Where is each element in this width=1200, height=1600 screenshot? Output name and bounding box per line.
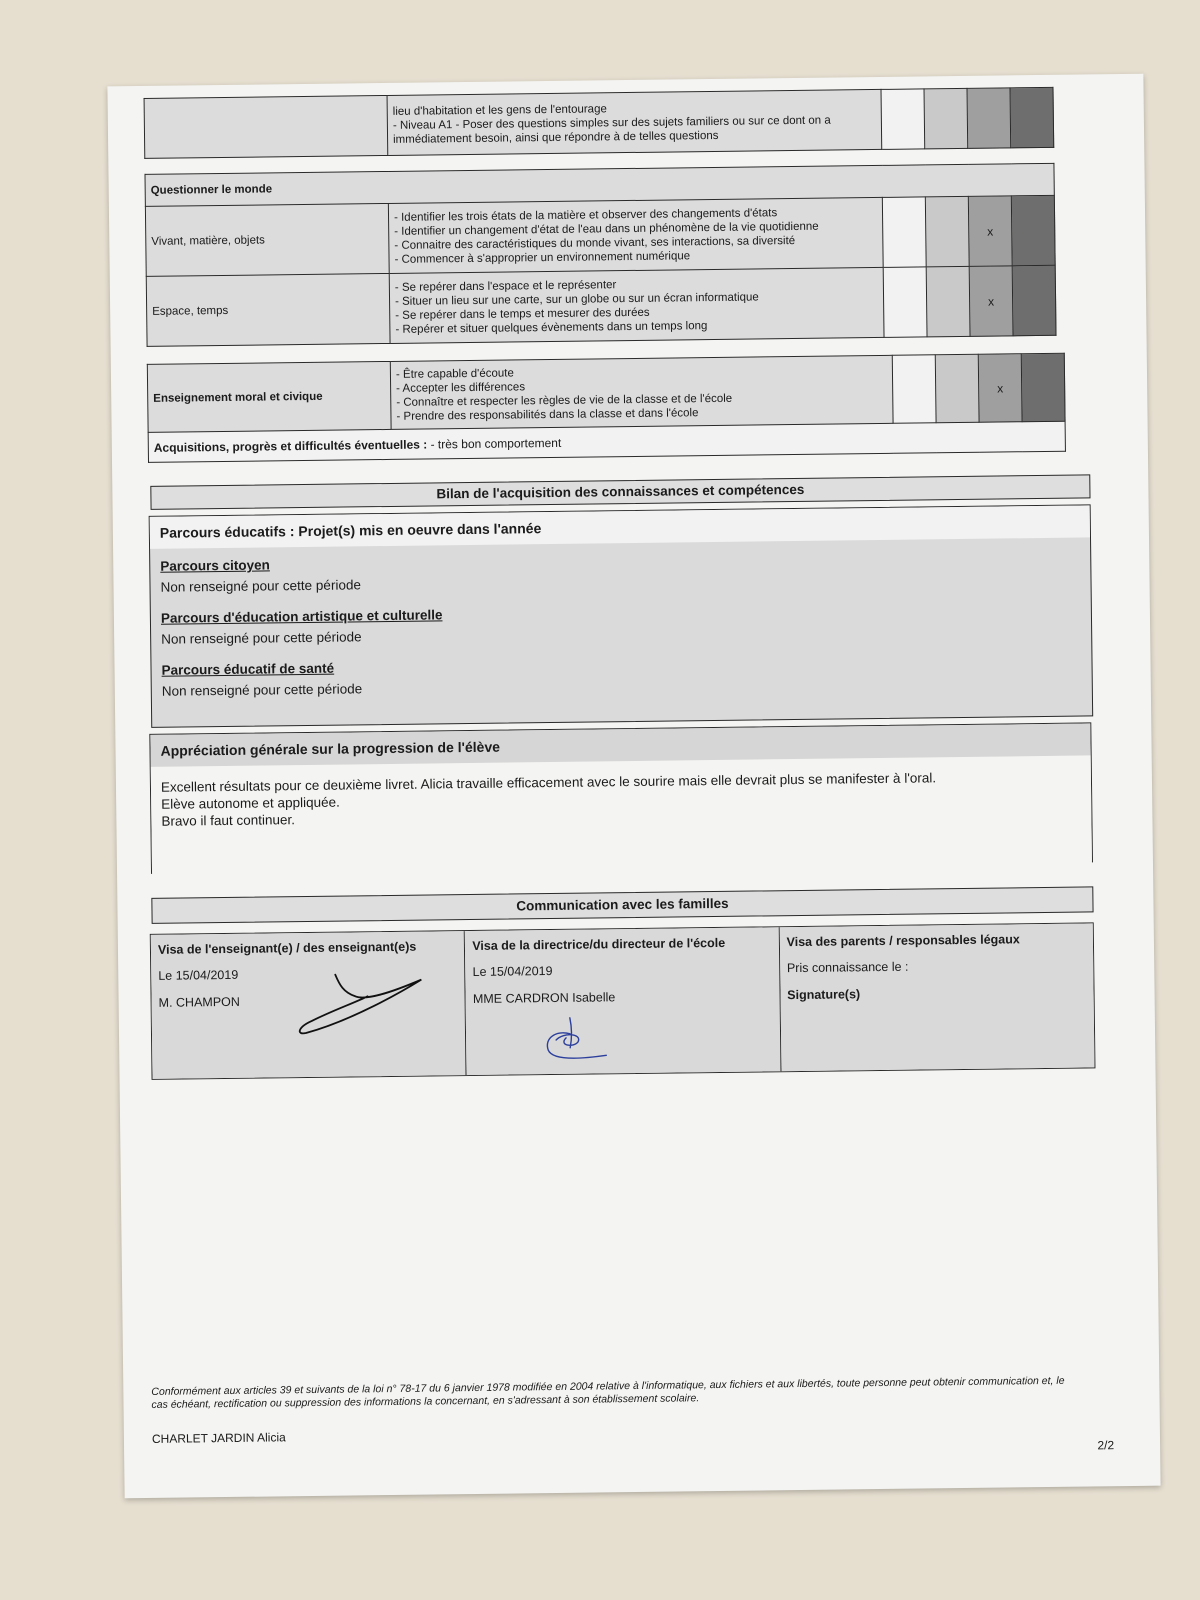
domain-emc: Enseignement moral et civique <box>147 361 391 432</box>
visa-director-date: Le 15/04/2019 <box>472 964 553 979</box>
desc-espace: - Se repérer dans l'espace et le représenter - Situer un lieu sur une carte, sur un globe ou sur un écran informatique - Se repérer dans le temps et mesurer des durées - Repérer et situer quelques évènements dans un temps long <box>389 267 884 343</box>
appreciation-text: Excellent résultats pour ce deuxième livret. Alicia travaille efficacement avec le sourire mais elle devrait plus se manifester à l'oral. Elève autonome et appliquée. Bravo il faut continuer. <box>151 755 1092 876</box>
director-signature <box>536 1007 617 1068</box>
visa-teacher-name: M. CHAMPON <box>158 994 240 1010</box>
desc-emc: - Être capable d'écoute - Accepter les différences - Connaître et respecter les règles de vie de la classe et de l'école - Prendre des responsabilités dans la classe et dans l'école <box>390 355 893 429</box>
visa-teacher-date: Le 15/04/2019 <box>158 967 239 983</box>
parcours-artistique-value: Non renseigné pour cette période <box>161 629 362 647</box>
appreciation-title: Appréciation générale sur la progression de l'élève <box>150 723 1090 766</box>
domain-vivant: Vivant, matière, objets <box>145 203 389 276</box>
langues-table <box>144 87 1055 159</box>
visa-parents-line1: Pris connaissance le : <box>786 959 909 976</box>
bilan-title: Bilan de l'acquisition des connaissances et compétences <box>150 474 1090 509</box>
visa-parents <box>779 923 1094 1071</box>
parcours-title: Parcours éducatifs : Projet(s) mis en oeuvre dans l'année <box>150 505 1090 548</box>
emc-table <box>147 353 1066 463</box>
level-1-cell <box>881 89 925 150</box>
langues-domain-cell <box>144 95 388 158</box>
acquisitions-value: - très bon comportement <box>427 435 562 452</box>
parcours-sante-heading: Parcours éducatif de santé <box>161 660 335 678</box>
teacher-signature <box>291 969 432 1041</box>
visa-director-name: MME CARDRON Isabelle <box>472 990 616 1006</box>
page-number: 2/2 <box>1097 1438 1115 1453</box>
level-4-cell <box>1010 87 1054 148</box>
report-page <box>107 74 1160 1499</box>
communication-title: Communication avec les familles <box>151 886 1093 924</box>
visa-section <box>150 922 1096 1080</box>
visa-director-title: Visa de la directrice/du directeur de l'école <box>472 935 726 953</box>
table-row <box>146 265 1056 346</box>
langues-desc: lieu d'habitation et les gens de l'entourage - Niveau A1 - Poser des questions simples sur des sujets familiers ou sur ce dont on a immédiatement besoin, ainsi que répondre à de telles questions <box>387 89 882 155</box>
parcours-sante-value: Non renseigné pour cette période <box>161 681 363 699</box>
mark-vivant: x <box>968 196 1012 267</box>
mark-emc: x <box>978 354 1022 423</box>
acquisitions-label: Acquisitions, progrès et difficultés éventuelles : <box>153 437 428 455</box>
visa-parents-title: Visa des parents / responsables légaux <box>786 932 1020 950</box>
visa-director <box>465 927 781 1075</box>
parcours-citoyen-value: Non renseigné pour cette période <box>160 577 362 595</box>
visa-teacher-title: Visa de l'enseignant(e) / des enseignant(e)s <box>157 939 417 957</box>
level-3-cell <box>967 88 1011 149</box>
questionner-table <box>144 163 1056 347</box>
mark-espace: x <box>969 266 1013 337</box>
table-row <box>147 353 1065 432</box>
visa-parents-signature-label: Signature(s) <box>787 987 861 1003</box>
questionner-header: Questionner le monde <box>145 163 1054 206</box>
visa-teacher <box>151 931 467 1079</box>
desc-vivant: - Identifier les trois états de la matière et observer des changements d'états - Identifier un changement d'état de l'eau dans un phénomène de la vie quotidienne - Connaitre des caractéristiques du monde vivant, ses interactions, sa diversité - Commencer à s'approprier un environnement numérique <box>388 197 883 273</box>
appreciation-box <box>149 722 1093 873</box>
parcours-artistique-heading: Parcours d'éducation artistique et culturelle <box>160 607 443 626</box>
legal-notice: Conformément aux articles 39 et suivants de la loi n° 78-17 du 6 janvier 1978 modifiée en 2004 relative à l'informatique, aux fichiers et aux libertés, toute personne peut obtenir communication et, le cas échéant, rectification ou suppression des informations la concernant, en s'adressant à son établissement scolaire. <box>151 1374 1065 1411</box>
table-row <box>145 195 1055 276</box>
level-2-cell <box>924 88 968 149</box>
parcours-box <box>149 504 1094 727</box>
domain-espace: Espace, temps <box>146 273 390 346</box>
parcours-citoyen-heading: Parcours citoyen <box>160 557 270 574</box>
student-name: CHARLET JARDIN Alicia <box>151 1430 286 1446</box>
